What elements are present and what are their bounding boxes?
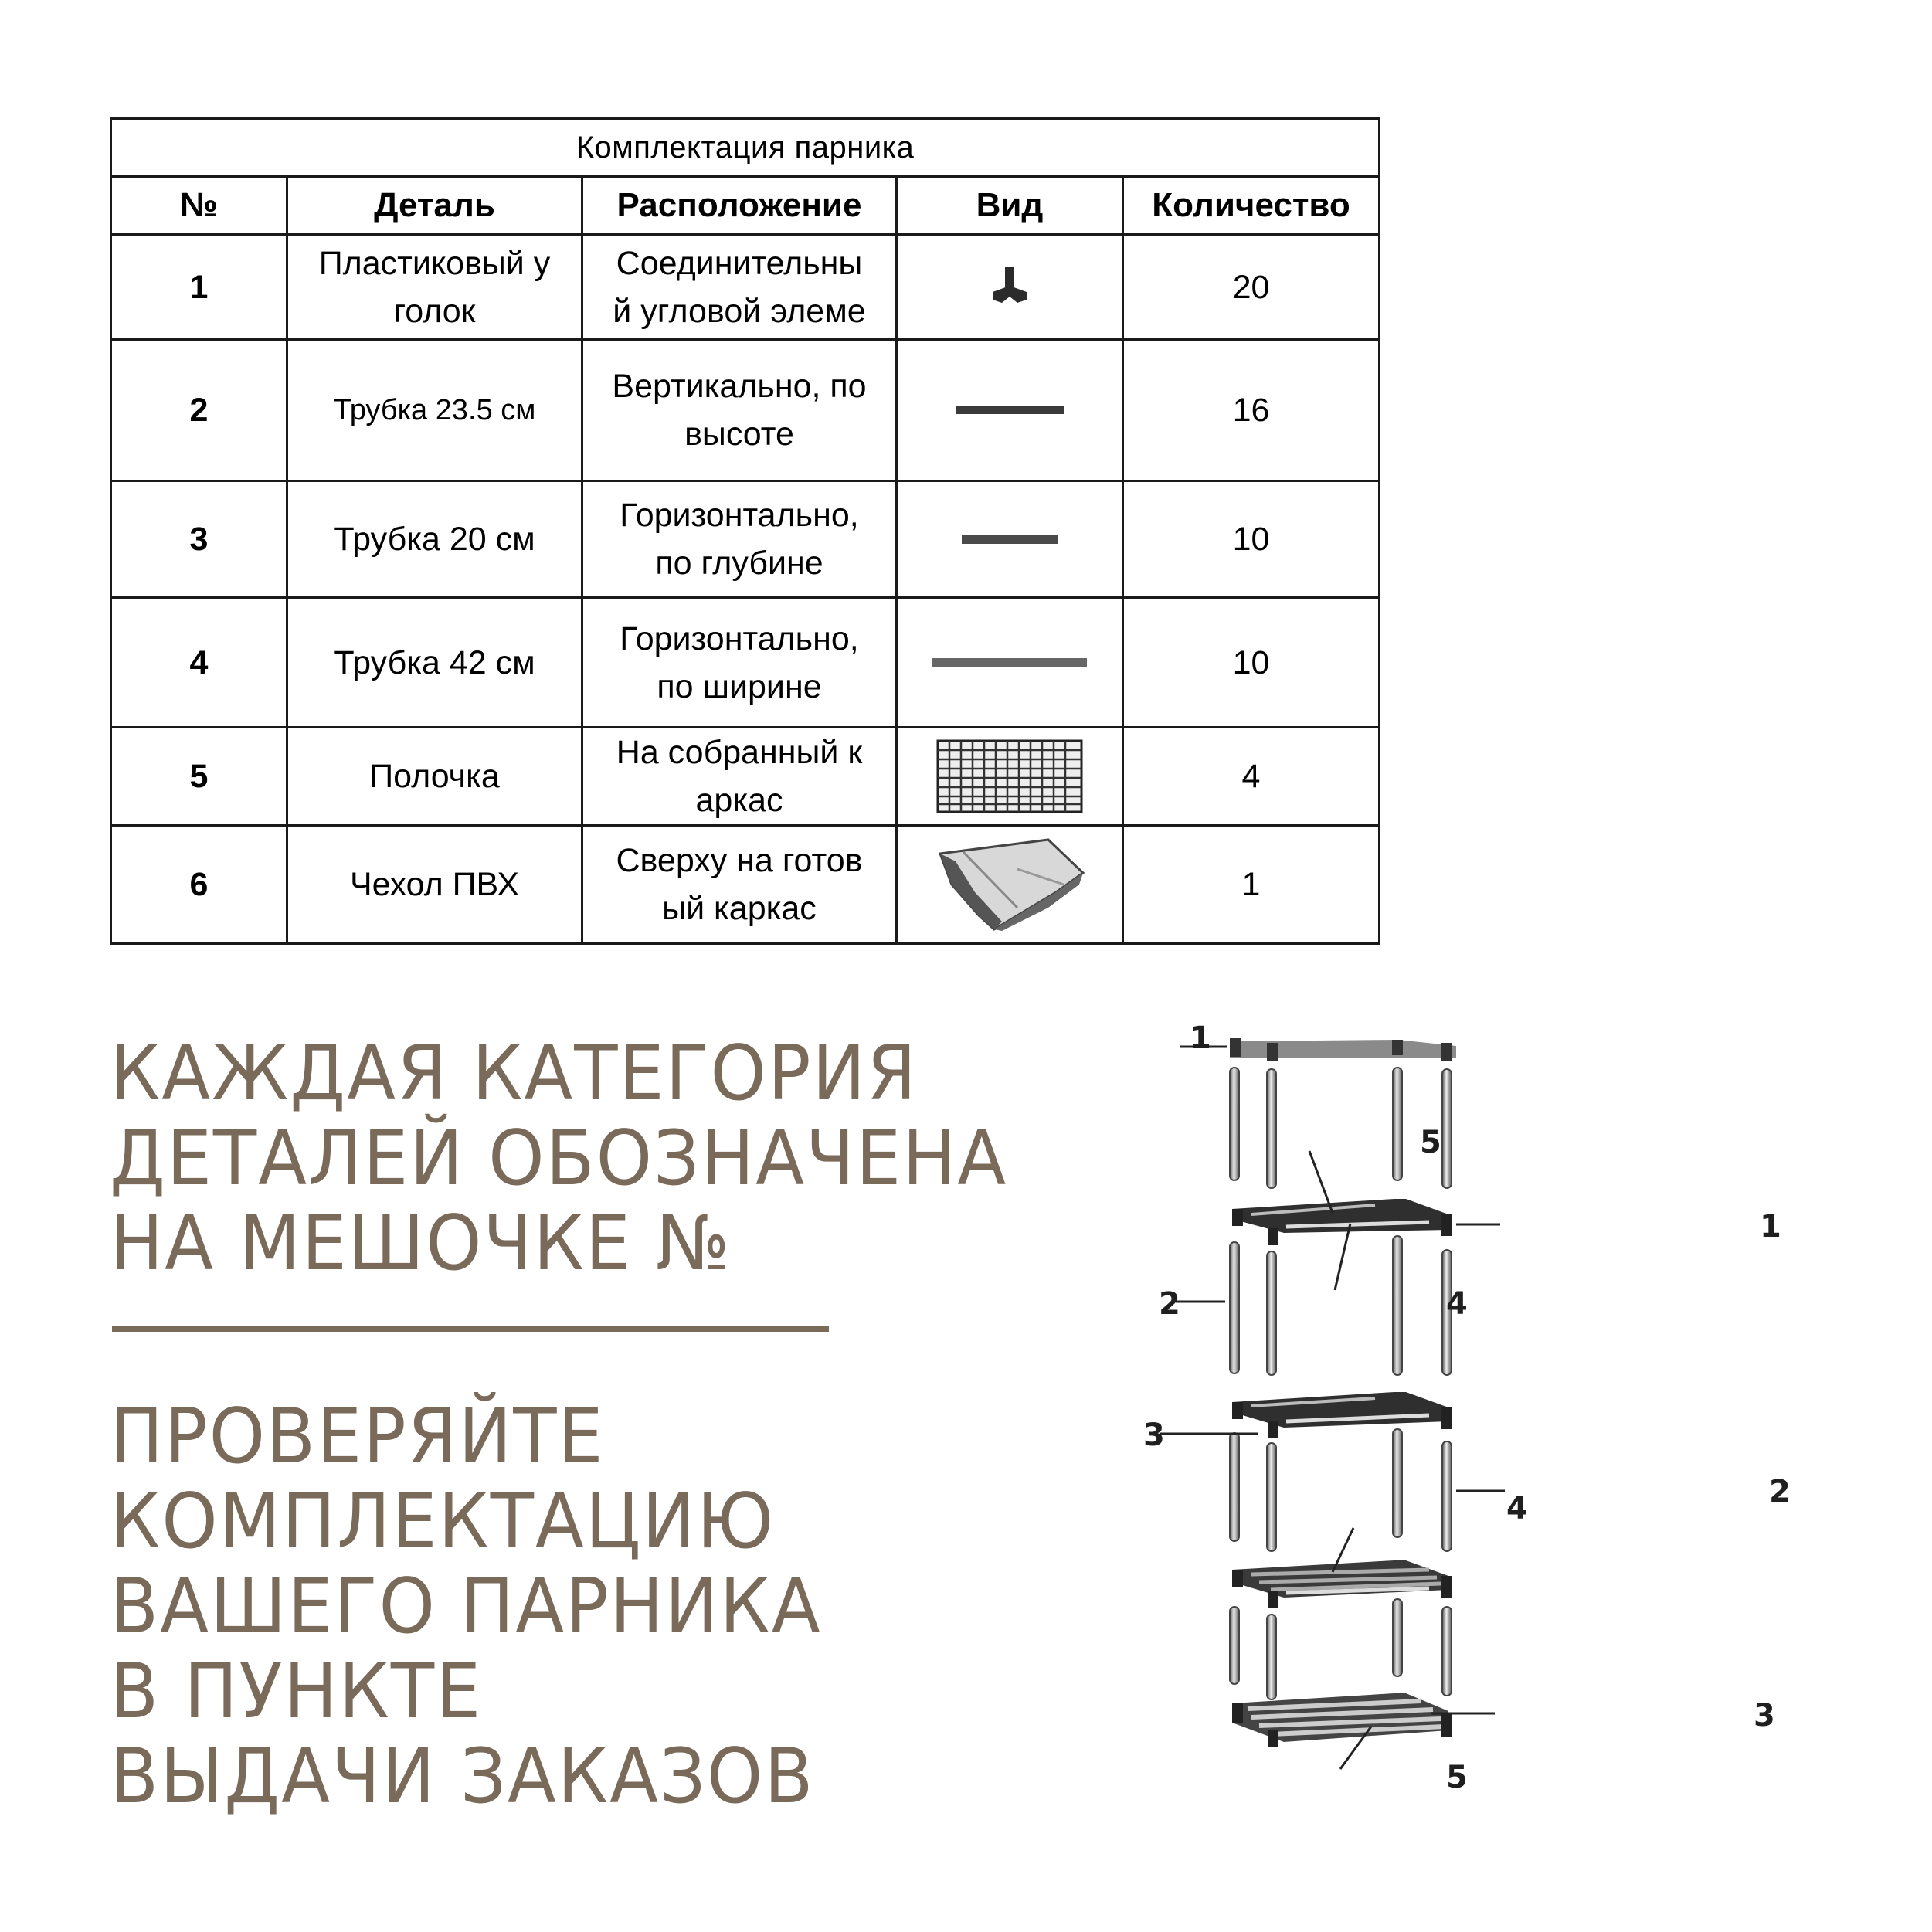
callout-4-mid: 4 xyxy=(1506,1491,1528,1526)
notice-line: КОМПЛЕКТАЦИЮ xyxy=(110,1478,776,1566)
row-location xyxy=(582,235,897,340)
row-view xyxy=(897,481,1123,598)
location-line: Соединительны xyxy=(616,244,863,282)
shelf-grid-icon xyxy=(936,739,1083,813)
row-location xyxy=(582,598,897,728)
notice-line: НА МЕШОЧКЕ № xyxy=(110,1200,732,1288)
row-number: 2 xyxy=(111,340,287,481)
row-view xyxy=(897,235,1123,340)
location-line: Вертикально, по xyxy=(612,368,867,405)
notice-line: ВЫДАЧИ ЗАКАЗОВ xyxy=(110,1733,815,1821)
header-part: Деталь xyxy=(287,177,582,235)
shelf-frame-3 xyxy=(1232,1392,1452,1438)
assembly-diagram xyxy=(1143,1020,1839,1854)
row-location xyxy=(582,826,897,944)
callout-5-top: 5 xyxy=(1420,1125,1441,1160)
row-number: 5 xyxy=(111,728,287,826)
header-number: № xyxy=(111,177,287,235)
row-quantity: 4 xyxy=(1123,728,1380,826)
notice-line: В ПУНКТЕ xyxy=(110,1648,483,1736)
table-row xyxy=(111,598,1380,728)
location-line: Горизонтально, xyxy=(620,620,859,657)
row-view xyxy=(897,598,1123,728)
row-part xyxy=(287,235,582,340)
location-line: ый каркас xyxy=(662,890,817,927)
header-quantity: Количество xyxy=(1123,177,1380,235)
tube-icon xyxy=(956,405,1064,416)
location-line: по глубине xyxy=(655,545,823,582)
top-frame xyxy=(1230,1038,1456,1061)
notice-line: ВАШЕГО ПАРНИКА xyxy=(110,1563,822,1651)
part-line: Полочка xyxy=(369,758,500,795)
row-part xyxy=(287,826,582,944)
parts-table xyxy=(110,117,1380,945)
row-part xyxy=(287,598,582,728)
tube-icon xyxy=(962,533,1058,545)
shelf-frame-2 xyxy=(1232,1199,1452,1245)
row-view xyxy=(897,826,1123,944)
row-view xyxy=(897,340,1123,481)
notice-line: ПРОВЕРЯЙТЕ xyxy=(110,1393,605,1481)
notice-line: ДЕТАЛЕЙ ОБОЗНАЧЕНА xyxy=(110,1115,1008,1203)
shelf-grid-5 xyxy=(1232,1693,1452,1747)
row-part xyxy=(287,481,582,598)
corner-connector-icon xyxy=(986,264,1033,311)
location-line: На собранный к xyxy=(616,734,863,771)
location-line: й угловой элеме xyxy=(613,292,866,330)
table-row xyxy=(111,826,1380,944)
part-line: Трубка 20 см xyxy=(334,521,535,558)
location-line: по ширине xyxy=(657,667,822,705)
table-row xyxy=(111,235,1380,340)
location-line: аркас xyxy=(695,782,783,819)
row-number: 3 xyxy=(111,481,287,598)
row-location xyxy=(582,340,897,481)
notice-line: КАЖДАЯ КАТЕГОРИЯ xyxy=(110,1030,918,1118)
row-view xyxy=(897,728,1123,826)
callout-1-right: 1 xyxy=(1760,1209,1781,1244)
callout-3-right: 3 xyxy=(1754,1698,1775,1733)
table-header-row xyxy=(111,177,1380,235)
pvc-cover-icon xyxy=(932,838,1087,931)
row-location xyxy=(582,481,897,598)
row-number: 4 xyxy=(111,598,287,728)
table-row xyxy=(111,340,1380,481)
row-quantity: 10 xyxy=(1123,598,1380,728)
table-row xyxy=(111,481,1380,598)
row-quantity: 10 xyxy=(1123,481,1380,598)
location-line: Горизонтально, xyxy=(620,497,859,534)
part-line: Трубка 42 см xyxy=(334,643,535,681)
table-title: Комплектация парника xyxy=(111,119,1380,177)
row-number: 6 xyxy=(111,826,287,944)
shelving-frame-illustration xyxy=(1143,1020,1839,1854)
row-part xyxy=(287,340,582,481)
location-line: Сверху на готов xyxy=(616,842,863,879)
part-line: голок xyxy=(393,292,476,330)
row-number: 1 xyxy=(111,235,287,340)
row-location xyxy=(582,728,897,826)
notice-bag-labels xyxy=(110,1031,1007,1286)
callout-3-left: 3 xyxy=(1143,1418,1165,1453)
callout-1-top: 1 xyxy=(1190,1020,1211,1056)
shelf-grid-4 xyxy=(1232,1560,1452,1608)
part-line: Трубка 23.5 см xyxy=(333,394,536,426)
callout-4-top: 4 xyxy=(1446,1286,1468,1322)
header-view: Вид xyxy=(897,177,1123,235)
callout-2-right: 2 xyxy=(1769,1474,1791,1509)
table-row xyxy=(111,728,1380,826)
row-quantity: 1 xyxy=(1123,826,1380,944)
callout-2-left: 2 xyxy=(1159,1286,1180,1322)
row-quantity: 16 xyxy=(1123,340,1380,481)
part-line: Пластиковый у xyxy=(318,244,551,282)
row-quantity: 20 xyxy=(1123,235,1380,340)
divider xyxy=(112,1326,829,1332)
notice-check-contents xyxy=(110,1394,822,1819)
row-part xyxy=(287,728,582,826)
header-location: Расположение xyxy=(582,177,897,235)
part-line: Чехол ПВХ xyxy=(349,866,520,903)
callout-5-bottom: 5 xyxy=(1446,1760,1468,1795)
location-line: высоте xyxy=(684,416,794,453)
tube-icon xyxy=(932,657,1087,669)
